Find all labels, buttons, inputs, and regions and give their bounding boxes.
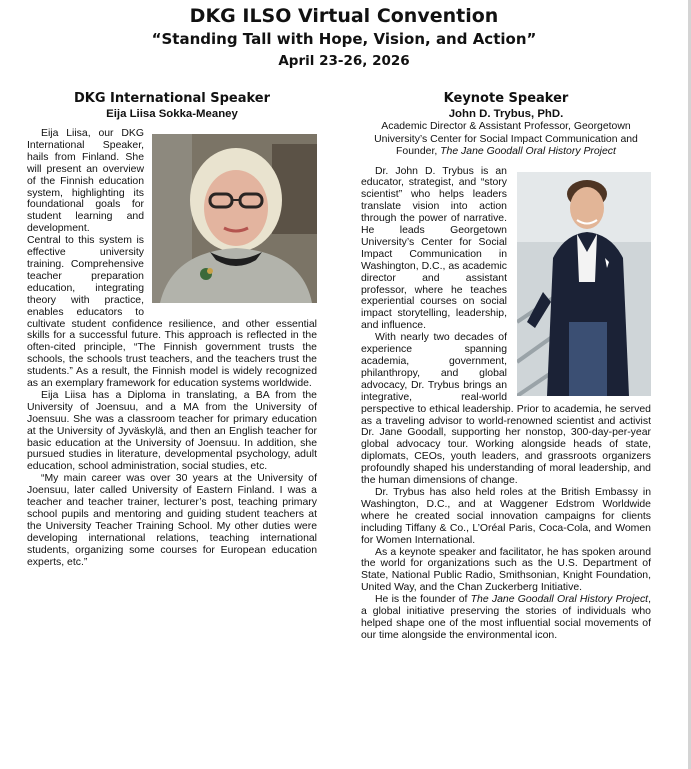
portrait-photo-icon — [517, 172, 651, 396]
keynote-speaker-name: John D. Trybus, PhD. — [448, 108, 564, 120]
international-speaker-heading: DKG International Speaker — [73, 91, 270, 106]
event-dates: April 23-26, 2026 — [278, 53, 410, 69]
keynote-bio-paragraph-2: With nearly two decades of experience spanning academia, government, philanthropy, and global advocacy, Dr. Trybus brings an integrative, real-world perspective to ethical leadership. Prior to academia, he served as a traveling advisor to world-renowned scientist and activist Dr. Jane Goodall, supporting her nonstop, 300-day-per-year global advocacy tour. Working alongside heads of state, diplomats, CEOs, youth leaders, and grassroots organizers profoundly shaped his understanding of moral leadership, and the human dimensions of change. — [361, 332, 651, 487]
intl-bio-paragraph-2: Central to this system is effective university training. Comprehensive teacher preparation education, integrating theory with practice, enables educators to cultivate student confidence resilience, and other essential skills for a successful future. This approach is reflected in the often-cited principle, “The Finnish government trusts the schools, the schools trust teachers, and the teachers trust the students.” As a result, the Finnish model is widely recognized as an exemplary framework for education systems worldwide. — [27, 235, 317, 390]
keynote-bio-paragraph-3: Dr. Trybus has also held roles at the British Embassy in Washington, D.C., and at Waggener Edstrom Worldwide where he created social innovation campaigns for clients including Tiffany & Co., L’Oréal Paris, Coca-Cola, and Women for Women International. — [361, 486, 651, 546]
intl-bio-paragraph-4: “My main career was over 30 years at the University of Joensuu, later called University of Eastern Finland. I was a teacher and teacher trainer, lecturer’s post, teaching primary school pupils and mentoring and guiding student teachers at the University Teacher Training School. My other duties were developing international relations, teaching international students, organizing some courses for European education experts, etc.” — [27, 473, 317, 568]
keynote-speaker-affiliation — [361, 121, 651, 159]
page-header — [0, 4, 688, 71]
keynote-bio-paragraph-5 — [361, 594, 651, 642]
international-speaker-column — [27, 90, 317, 569]
affiliation-project-title: The Jane Goodall Oral History Project — [440, 146, 616, 157]
page-subtitle: “Standing Tall with Hope, Vision, and Action” — [151, 30, 537, 48]
intl-bio-paragraph-3: Eija Liisa has a Diploma in translating, a BA from the University of Joensuu, and a MA from the University of Joensuu. She was a classroom teacher for primary education at the University of Jyväskylä, and then an English teacher for basic education at the University of Joensuu. In addition, she pursued studies in literature, developmental psychology, adult education, school administration, social studies, etc. — [27, 389, 317, 473]
keynote-bio-paragraph-4: As a keynote speaker and facilitator, he has spoken around the world for organizations such as the U.S. Department of State, National Public Radio, Smithsonian, Knight Foundation, United Way, and the Chan Zuckerberg Initiative. — [361, 546, 651, 594]
keynote-speaker-column — [361, 90, 651, 642]
p5-pre: He is the founder of — [375, 594, 468, 606]
john-trybus-portrait — [517, 172, 651, 396]
keynote-speaker-header — [361, 90, 651, 159]
p5-project-title: The Jane Goodall Oral History Project — [470, 594, 649, 606]
international-speaker-header — [27, 90, 317, 121]
international-speaker-bio — [27, 128, 317, 569]
keynote-speaker-heading: Keynote Speaker — [443, 91, 569, 106]
page-title: DKG ILSO Virtual Convention — [189, 5, 499, 27]
portrait-photo-icon — [152, 134, 317, 303]
affiliation-text: Academic Director & Assistant Professor, Georgetown University’s Center for Social Impact Communication and Founder, — [374, 121, 638, 157]
p5-post: , a global initiative preserving the stories of individuals who helped shape one of the most influential social movements of our time alongside the environmental icon. — [361, 594, 651, 641]
eija-liisa-portrait — [152, 134, 317, 303]
keynote-bio-paragraph-1: Dr. John D. Trybus is an educator, strategist, and “story scientist” who helps leaders translate vision into action through the power of narrative. He leads Georgetown University’s Center for Social Impact Communication in Washington, D.C., as academic director and assistant professor, where he teaches experiential courses on social impact storytelling, leadership, and influence. — [361, 165, 507, 332]
keynote-speaker-bio — [361, 166, 651, 642]
intl-bio-paragraph-1: Eija Liisa, our DKG International Speaker, hails from Finland. She will present an overview of the Finnish education system, highlighting its foundational goals for student learning and development. — [27, 128, 144, 235]
international-speaker-name: Eija Liisa Sokka-Meaney — [106, 108, 238, 120]
